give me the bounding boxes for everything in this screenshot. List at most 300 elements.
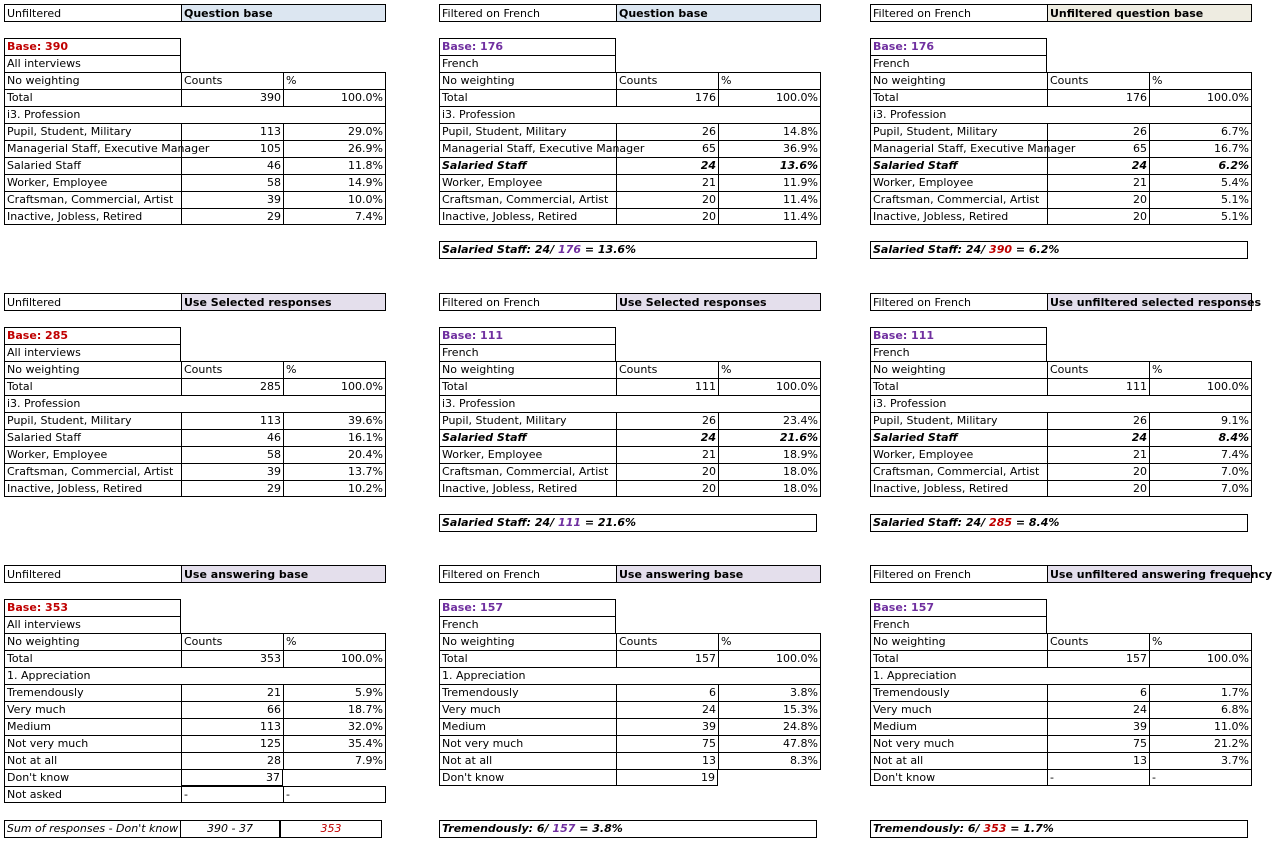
row-count[interactable]: 20 <box>1047 191 1149 208</box>
counts-header[interactable]: Counts <box>181 633 283 650</box>
row-label[interactable]: Salaried Staff <box>4 429 181 446</box>
row-label[interactable]: Worker, Employee <box>870 174 1047 191</box>
row-count[interactable]: 13 <box>616 752 718 769</box>
question-label[interactable]: i3. Profession <box>4 395 181 412</box>
row-label[interactable]: Medium <box>4 718 181 735</box>
row-count[interactable]: 21 <box>181 684 283 701</box>
row-count[interactable]: 28 <box>181 752 283 769</box>
weighting-label[interactable]: No weighting <box>4 633 181 650</box>
row-label[interactable]: Not very much <box>439 735 616 752</box>
filter-label[interactable]: Unfiltered <box>4 565 181 583</box>
row-count[interactable]: 58 <box>181 174 283 191</box>
weighting-label[interactable]: No weighting <box>439 72 616 89</box>
row-count[interactable]: 24 <box>616 157 718 174</box>
filter-label[interactable]: Filtered on French <box>870 4 1047 22</box>
question-empty[interactable] <box>718 395 821 412</box>
row-percent-empty[interactable] <box>718 769 821 786</box>
row-count[interactable]: 39 <box>1047 718 1149 735</box>
row-label[interactable]: Don't know <box>439 769 616 786</box>
row-label[interactable]: Salaried Staff <box>439 157 616 174</box>
table-row <box>4 735 386 752</box>
total-count[interactable]: 157 <box>1047 650 1149 667</box>
total-label[interactable]: Total <box>439 650 616 667</box>
row-label[interactable]: Pupil, Student, Military <box>439 123 616 140</box>
row-percent[interactable]: 32.0% <box>283 718 386 735</box>
row-count[interactable]: 37 <box>181 769 283 786</box>
panel-header <box>4 4 386 22</box>
formula-box[interactable] <box>870 820 1248 838</box>
question-empty[interactable] <box>181 667 283 684</box>
row-percent[interactable]: 16.7% <box>1149 140 1252 157</box>
row-count[interactable]: 29 <box>181 208 283 225</box>
formula-box[interactable] <box>439 241 817 259</box>
row-label[interactable]: Managerial Staff, Executive Manager <box>439 140 616 157</box>
row-percent[interactable]: - <box>1149 769 1252 786</box>
filter-name[interactable]: All interviews <box>4 616 181 633</box>
question-empty[interactable] <box>616 106 718 123</box>
counts-header[interactable]: Counts <box>1047 361 1149 378</box>
base-mode-label[interactable]: Use unfiltered selected responses <box>1047 293 1252 311</box>
row-percent[interactable]: 47.8% <box>718 735 821 752</box>
formula-count: Tremendously: 6/ <box>442 822 553 835</box>
row-count[interactable]: 24 <box>616 429 718 446</box>
row-percent[interactable]: 13.7% <box>283 463 386 480</box>
question-empty[interactable] <box>616 395 718 412</box>
counts-header[interactable]: Counts <box>1047 72 1149 89</box>
row-count[interactable]: 113 <box>181 123 283 140</box>
row-label[interactable]: Inactive, Jobless, Retired <box>870 208 1047 225</box>
row-label[interactable]: Craftsman, Commercial, Artist <box>439 191 616 208</box>
table-row <box>439 701 821 718</box>
row-percent[interactable]: 14.8% <box>718 123 821 140</box>
total-label[interactable]: Total <box>4 378 181 395</box>
row-count[interactable]: 24 <box>616 701 718 718</box>
row-label[interactable]: Salaried Staff <box>870 429 1047 446</box>
weighting-label[interactable]: No weighting <box>870 633 1047 650</box>
total-label[interactable]: Total <box>4 89 181 106</box>
row-count[interactable]: 26 <box>1047 123 1149 140</box>
base-mode-label[interactable]: Use answering base <box>616 565 821 583</box>
row-label[interactable]: Inactive, Jobless, Retired <box>439 208 616 225</box>
row-label[interactable]: Not very much <box>870 735 1047 752</box>
total-label[interactable]: Total <box>4 650 181 667</box>
row-label[interactable]: Managerial Staff, Executive Manager <box>4 140 181 157</box>
row-percent[interactable]: 7.4% <box>283 208 386 225</box>
total-count[interactable]: 390 <box>181 89 283 106</box>
row-label[interactable]: Tremendously <box>4 684 181 701</box>
question-label[interactable]: i3. Profession <box>870 106 1047 123</box>
row-count[interactable]: 21 <box>616 446 718 463</box>
table-row <box>4 140 386 157</box>
question-empty[interactable] <box>1047 395 1149 412</box>
base-mode-label[interactable]: Use Selected responses <box>616 293 821 311</box>
filter-name[interactable]: All interviews <box>4 344 181 361</box>
row-count[interactable]: 39 <box>616 718 718 735</box>
row-percent[interactable]: 5.4% <box>1149 174 1252 191</box>
row-percent[interactable]: 6.2% <box>1149 157 1252 174</box>
row-label[interactable]: Worker, Employee <box>4 174 181 191</box>
percent-header[interactable]: % <box>283 72 386 89</box>
row-percent[interactable]: 6.8% <box>1149 701 1252 718</box>
row-percent[interactable]: 8.4% <box>1149 429 1252 446</box>
weighting-label[interactable]: No weighting <box>870 361 1047 378</box>
row-count[interactable]: 24 <box>1047 429 1149 446</box>
weighting-label[interactable]: No weighting <box>4 72 181 89</box>
total-label[interactable]: Total <box>870 89 1047 106</box>
question-label[interactable]: i3. Profession <box>870 395 1047 412</box>
row-label[interactable]: Inactive, Jobless, Retired <box>4 208 181 225</box>
row-percent[interactable]: - <box>283 786 386 803</box>
total-label[interactable]: Total <box>870 378 1047 395</box>
row-label[interactable]: Pupil, Student, Military <box>870 123 1047 140</box>
row-label[interactable]: Don't know <box>870 769 1047 786</box>
row-label[interactable]: Very much <box>439 701 616 718</box>
row-percent[interactable]: 18.0% <box>718 463 821 480</box>
row-count[interactable]: 113 <box>181 718 283 735</box>
table-panel <box>870 565 1272 786</box>
row-percent[interactable]: 1.7% <box>1149 684 1252 701</box>
percent-header[interactable]: % <box>283 633 386 650</box>
sum-label-box[interactable]: Sum of responses - Don't know <box>4 820 181 838</box>
row-percent[interactable]: 13.6% <box>718 157 821 174</box>
row-percent[interactable]: 3.8% <box>718 684 821 701</box>
base-mode-label[interactable]: Use unfiltered answering frequency <box>1047 565 1252 583</box>
filter-name[interactable]: All interviews <box>4 55 181 72</box>
row-percent[interactable]: 21.6% <box>718 429 821 446</box>
question-label[interactable]: 1. Appreciation <box>4 667 181 684</box>
row-percent[interactable]: 15.3% <box>718 701 821 718</box>
row-label[interactable]: Medium <box>439 718 616 735</box>
filter-name[interactable]: French <box>870 616 1047 633</box>
row-count[interactable]: 24 <box>1047 701 1149 718</box>
question-label[interactable]: i3. Profession <box>4 106 181 123</box>
row-count[interactable]: 66 <box>181 701 283 718</box>
row-percent-empty[interactable] <box>283 769 386 786</box>
row-label[interactable]: Worker, Employee <box>870 446 1047 463</box>
question-label[interactable]: i3. Profession <box>439 106 616 123</box>
row-percent[interactable]: 14.9% <box>283 174 386 191</box>
row-percent[interactable]: 9.1% <box>1149 412 1252 429</box>
row-label[interactable]: Salaried Staff <box>439 429 616 446</box>
filter-name[interactable]: French <box>439 616 616 633</box>
row-count[interactable]: 21 <box>616 174 718 191</box>
row-count[interactable]: 6 <box>616 684 718 701</box>
total-percent[interactable]: 100.0% <box>1149 650 1252 667</box>
row-label[interactable]: Don't know <box>4 769 181 786</box>
total-percent[interactable]: 100.0% <box>718 89 821 106</box>
row-label[interactable]: Not at all <box>870 752 1047 769</box>
row-percent[interactable]: 20.4% <box>283 446 386 463</box>
row-label[interactable]: Not asked <box>4 786 181 803</box>
row-percent[interactable]: 35.4% <box>283 735 386 752</box>
row-label[interactable]: Inactive, Jobless, Retired <box>870 480 1047 497</box>
base-row <box>870 327 1252 344</box>
formula-result: = 8.4% <box>1012 516 1060 529</box>
row-percent[interactable]: 23.4% <box>718 412 821 429</box>
formula-result: = 13.6% <box>581 243 637 256</box>
filter-label[interactable]: Filtered on French <box>439 4 616 22</box>
row-percent[interactable]: 11.4% <box>718 208 821 225</box>
formula-box[interactable] <box>439 514 817 532</box>
base-label[interactable]: Base: 176 <box>870 38 1047 55</box>
row-label[interactable]: Inactive, Jobless, Retired <box>4 480 181 497</box>
base-label[interactable]: Base: 176 <box>439 38 616 55</box>
weighting-label[interactable]: No weighting <box>4 361 181 378</box>
base-mode-label[interactable]: Unfiltered question base <box>1047 4 1252 22</box>
row-percent[interactable]: 18.7% <box>283 701 386 718</box>
counts-header[interactable]: Counts <box>1047 633 1149 650</box>
filter-name[interactable]: French <box>439 344 616 361</box>
row-count[interactable]: 39 <box>181 463 283 480</box>
filter-label[interactable]: Unfiltered <box>4 4 181 22</box>
row-percent[interactable]: 18.9% <box>718 446 821 463</box>
row-percent[interactable]: 11.0% <box>1149 718 1252 735</box>
question-empty[interactable] <box>718 106 821 123</box>
row-count[interactable]: 21 <box>1047 174 1149 191</box>
table-row <box>439 718 821 735</box>
row-count[interactable]: 6 <box>1047 684 1149 701</box>
row-label[interactable]: Tremendously <box>870 684 1047 701</box>
row-percent[interactable]: 5.9% <box>283 684 386 701</box>
row-label[interactable]: Craftsman, Commercial, Artist <box>439 463 616 480</box>
percent-header[interactable]: % <box>718 633 821 650</box>
filter-name[interactable]: French <box>439 55 616 72</box>
row-count[interactable]: 20 <box>616 480 718 497</box>
question-empty[interactable] <box>283 106 386 123</box>
row-percent[interactable]: 7.0% <box>1149 463 1252 480</box>
row-count[interactable]: 65 <box>1047 140 1149 157</box>
row-percent[interactable]: 26.9% <box>283 140 386 157</box>
row-percent[interactable]: 11.8% <box>283 157 386 174</box>
row-count[interactable]: 13 <box>1047 752 1149 769</box>
row-count[interactable]: 26 <box>1047 412 1149 429</box>
row-count[interactable]: 20 <box>1047 208 1149 225</box>
row-label[interactable]: Craftsman, Commercial, Artist <box>870 191 1047 208</box>
row-count[interactable]: 26 <box>616 123 718 140</box>
percent-header[interactable]: % <box>718 72 821 89</box>
column-header-row <box>4 361 386 378</box>
row-percent[interactable]: 29.0% <box>283 123 386 140</box>
row-label[interactable]: Worker, Employee <box>439 446 616 463</box>
question-empty[interactable] <box>1047 667 1149 684</box>
base-mode-label[interactable]: Use Selected responses <box>181 293 386 311</box>
table-row <box>4 718 386 735</box>
row-label[interactable]: Pupil, Student, Military <box>870 412 1047 429</box>
filter-label[interactable]: Filtered on French <box>870 565 1047 583</box>
base-label[interactable]: Base: 157 <box>439 599 616 616</box>
filter-name[interactable]: French <box>870 55 1047 72</box>
row-count[interactable]: 46 <box>181 429 283 446</box>
row-percent[interactable]: 21.2% <box>1149 735 1252 752</box>
filter-label[interactable]: Filtered on French <box>439 565 616 583</box>
row-label[interactable]: Pupil, Student, Military <box>4 123 181 140</box>
row-count[interactable]: 20 <box>616 191 718 208</box>
formula-box[interactable] <box>439 820 817 838</box>
total-percent[interactable]: 100.0% <box>718 378 821 395</box>
total-percent[interactable]: 100.0% <box>283 650 386 667</box>
total-percent[interactable]: 100.0% <box>718 650 821 667</box>
filter-row <box>439 344 821 361</box>
row-percent[interactable]: 5.1% <box>1149 208 1252 225</box>
total-percent[interactable]: 100.0% <box>283 378 386 395</box>
row-percent[interactable]: 7.9% <box>283 752 386 769</box>
weighting-label[interactable]: No weighting <box>870 72 1047 89</box>
question-label[interactable]: 1. Appreciation <box>870 667 1047 684</box>
question-empty[interactable] <box>283 395 386 412</box>
base-mode-label[interactable]: Use answering base <box>181 565 386 583</box>
counts-header[interactable]: Counts <box>616 361 718 378</box>
question-empty[interactable] <box>616 667 718 684</box>
row-label[interactable]: Very much <box>4 701 181 718</box>
row-percent[interactable]: 6.7% <box>1149 123 1252 140</box>
row-label[interactable]: Very much <box>870 701 1047 718</box>
row-percent[interactable]: 36.9% <box>718 140 821 157</box>
row-label[interactable]: Inactive, Jobless, Retired <box>439 480 616 497</box>
total-percent[interactable]: 100.0% <box>283 89 386 106</box>
question-empty[interactable] <box>181 395 283 412</box>
question-label[interactable]: 1. Appreciation <box>439 667 616 684</box>
row-percent[interactable]: 8.3% <box>718 752 821 769</box>
filter-label[interactable]: Filtered on French <box>870 293 1047 311</box>
row-count[interactable]: 58 <box>181 446 283 463</box>
row-label[interactable]: Tremendously <box>439 684 616 701</box>
question-empty[interactable] <box>1047 106 1149 123</box>
row-label[interactable]: Salaried Staff <box>4 157 181 174</box>
row-count[interactable]: 21 <box>1047 446 1149 463</box>
total-count[interactable]: 111 <box>1047 378 1149 395</box>
sum-expression-box[interactable]: 390 - 37 <box>181 820 280 838</box>
total-label[interactable]: Total <box>870 650 1047 667</box>
percent-header[interactable]: % <box>283 361 386 378</box>
base-label[interactable]: Base: 285 <box>4 327 181 344</box>
row-label[interactable]: Craftsman, Commercial, Artist <box>4 191 181 208</box>
row-label[interactable]: Craftsman, Commercial, Artist <box>4 463 181 480</box>
base-label[interactable]: Base: 111 <box>870 327 1047 344</box>
table-row <box>870 208 1252 225</box>
row-percent[interactable]: 5.1% <box>1149 191 1252 208</box>
row-percent[interactable]: 11.4% <box>718 191 821 208</box>
total-count[interactable]: 111 <box>616 378 718 395</box>
row-count[interactable]: 65 <box>616 140 718 157</box>
table-row <box>4 157 386 174</box>
row-count[interactable]: - <box>181 786 283 803</box>
question-empty[interactable] <box>1149 667 1252 684</box>
formula-box[interactable] <box>870 241 1248 259</box>
question-empty[interactable] <box>181 106 283 123</box>
row-count[interactable]: 20 <box>1047 480 1149 497</box>
base-mode-label[interactable]: Question base <box>181 4 386 22</box>
base-label[interactable]: Base: 353 <box>4 599 181 616</box>
base-mode-label[interactable]: Question base <box>616 4 821 22</box>
row-label[interactable]: Not at all <box>439 752 616 769</box>
filter-label[interactable]: Filtered on French <box>439 293 616 311</box>
percent-header[interactable]: % <box>1149 361 1252 378</box>
row-label[interactable]: Salaried Staff <box>870 157 1047 174</box>
row-count[interactable]: 26 <box>616 412 718 429</box>
row-count[interactable]: 19 <box>616 769 718 786</box>
row-count[interactable]: 46 <box>181 157 283 174</box>
counts-header[interactable]: Counts <box>181 72 283 89</box>
counts-header[interactable]: Counts <box>616 72 718 89</box>
row-count[interactable]: 20 <box>616 208 718 225</box>
base-label[interactable]: Base: 157 <box>870 599 1047 616</box>
counts-header[interactable]: Counts <box>181 361 283 378</box>
total-percent[interactable]: 100.0% <box>1149 378 1252 395</box>
row-percent[interactable]: 10.2% <box>283 480 386 497</box>
question-empty[interactable] <box>718 667 821 684</box>
row-count[interactable]: 125 <box>181 735 283 752</box>
weighting-label[interactable]: No weighting <box>439 633 616 650</box>
row-percent[interactable]: 7.0% <box>1149 480 1252 497</box>
row-count[interactable]: - <box>1047 769 1149 786</box>
row-count[interactable]: 105 <box>181 140 283 157</box>
base-label[interactable]: Base: 111 <box>439 327 616 344</box>
row-count[interactable]: 113 <box>181 412 283 429</box>
row-percent[interactable]: 18.0% <box>718 480 821 497</box>
question-empty[interactable] <box>1149 395 1252 412</box>
total-count[interactable]: 176 <box>616 89 718 106</box>
formula-box[interactable] <box>870 514 1248 532</box>
row-count[interactable]: 75 <box>616 735 718 752</box>
weighting-label[interactable]: No weighting <box>439 361 616 378</box>
row-percent[interactable]: 10.0% <box>283 191 386 208</box>
total-count[interactable]: 285 <box>181 378 283 395</box>
row-label[interactable]: Medium <box>870 718 1047 735</box>
row-percent[interactable]: 39.6% <box>283 412 386 429</box>
row-label[interactable]: Pupil, Student, Military <box>439 412 616 429</box>
row-count[interactable]: 24 <box>1047 157 1149 174</box>
table-panel <box>4 4 386 225</box>
total-count[interactable]: 353 <box>181 650 283 667</box>
row-label[interactable]: Not very much <box>4 735 181 752</box>
row-percent[interactable]: 11.9% <box>718 174 821 191</box>
total-percent[interactable]: 100.0% <box>1149 89 1252 106</box>
sum-result-box[interactable]: 353 <box>280 820 382 838</box>
row-percent[interactable]: 24.8% <box>718 718 821 735</box>
row-count[interactable]: 39 <box>181 191 283 208</box>
filter-label[interactable]: Unfiltered <box>4 293 181 311</box>
percent-header[interactable]: % <box>718 361 821 378</box>
row-percent[interactable]: 16.1% <box>283 429 386 446</box>
row-label[interactable]: Managerial Staff, Executive Manager <box>870 140 1047 157</box>
row-label[interactable]: Craftsman, Commercial, Artist <box>870 463 1047 480</box>
question-empty[interactable] <box>283 667 386 684</box>
base-label[interactable]: Base: 390 <box>4 38 181 55</box>
total-label[interactable]: Total <box>439 378 616 395</box>
row-label[interactable]: Worker, Employee <box>4 446 181 463</box>
filter-name[interactable]: French <box>870 344 1047 361</box>
row-count[interactable]: 20 <box>1047 463 1149 480</box>
row-percent[interactable]: 3.7% <box>1149 752 1252 769</box>
row-label[interactable]: Pupil, Student, Military <box>4 412 181 429</box>
row-count[interactable]: 75 <box>1047 735 1149 752</box>
table-row <box>4 752 386 769</box>
total-row <box>4 89 386 106</box>
row-count[interactable]: 29 <box>181 480 283 497</box>
total-count[interactable]: 176 <box>1047 89 1149 106</box>
total-count[interactable]: 157 <box>616 650 718 667</box>
counts-header[interactable]: Counts <box>616 633 718 650</box>
row-label[interactable]: Not at all <box>4 752 181 769</box>
row-percent[interactable]: 7.4% <box>1149 446 1252 463</box>
question-label[interactable]: i3. Profession <box>439 395 616 412</box>
total-label[interactable]: Total <box>439 89 616 106</box>
row-count[interactable]: 20 <box>616 463 718 480</box>
percent-header[interactable]: % <box>1149 633 1252 650</box>
question-empty[interactable] <box>1149 106 1252 123</box>
row-label[interactable]: Worker, Employee <box>439 174 616 191</box>
percent-header[interactable]: % <box>1149 72 1252 89</box>
